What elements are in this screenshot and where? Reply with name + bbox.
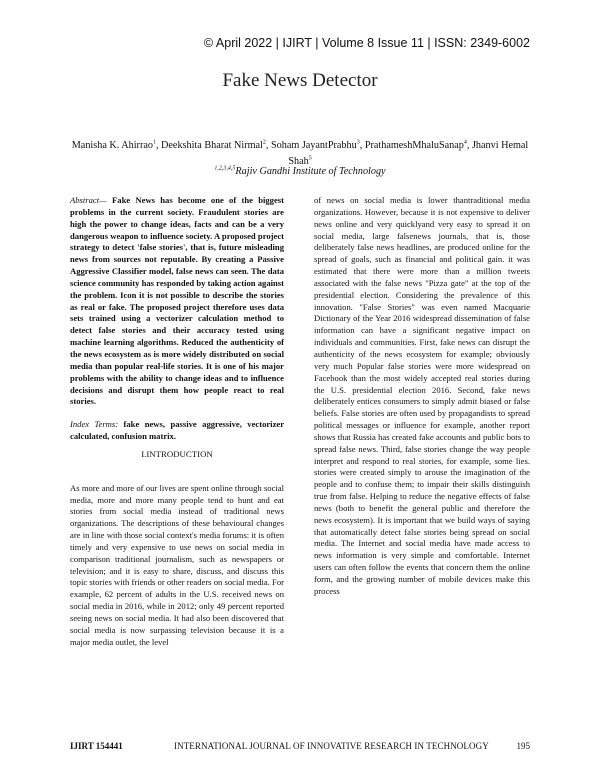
footer-page-number: 195 bbox=[516, 741, 530, 751]
journal-header: © April 2022 | IJIRT | Volume 8 Issue 11 | ISSN: 2349-6002 bbox=[203, 36, 530, 50]
author-list: Manisha K. Ahirrao$^1$, Deekshita Bharat Nirmal$^2$, Soham JayantPrabhu$^3$, PrathameshMhaluSanap$^4$, Jhanvi Hemal Shah$^5$ bbox=[71, 139, 529, 167]
index-terms-body: fake news, passive aggressive, vectorizer calculated, confusion matrix. bbox=[70, 419, 285, 442]
author-superscript: 5 bbox=[308, 155, 312, 162]
abstract bbox=[70, 195, 284, 408]
affiliation-name: Rajiv Gandhi Institute of Technology bbox=[235, 166, 386, 177]
section-heading: I.INTRODUCTION bbox=[141, 448, 213, 459]
body-paragraph: of news on social media is lower thantraditional media organizations. However, because it is not expensive to deliver news online and very quicklyand very easy to spread it on social media, large falsenews journals, that is, those deliberately false news headlines, are produced online for the spread of goals, such as financial and political gain. it was estimated that there were more than a million tweets associated with the false news "Pizza gate" at the top of the presidential election. Considering the prevalence of this innovation. "False Stories" was even named Macquarie Dictionary of the Year 2016 widespread dissemination of false information can have a significant negative impact on individuals and communities. First, fake news can disrupt the authenticity of the news ecosystem for example; obviously very much Popular false stories were more widespread on Facebook than the most widely accepted real stories during the U.S. presidential election 2016. Second, fake news deliberately entices consumers to simply admit biased or false beliefs. False stories are often used by propagandists to spread political messages or influence for example, another report shows that Russia has created fake accounts and public bots to spread false news. Third, false stories change the way people interpret and respond to real stories, for example, some lies. stories were created simply to arouse the imagination of the people and to confuse them; to impair their skills distinguish true from false. Helping to reduce the negative effects of false news (both to benefit the general public and therefore the news ecosystem). It is important that we build ways of saying that automatically detect false stories being spread on social media. The Internet and social media have made access to news information is very simple and comfortable. Internet users can often follow the events that concern them the online form, and the growing number of mobile devices make this process bbox=[314, 195, 530, 596]
index-terms bbox=[70, 419, 284, 443]
author-superscript: 4 bbox=[463, 139, 467, 146]
footer-journal-id: IJIRT 154441 bbox=[70, 741, 123, 751]
author-superscript: 3 bbox=[356, 139, 360, 146]
abstract-lead: Abstract— bbox=[70, 195, 107, 205]
affiliation bbox=[70, 166, 530, 177]
paper-title: Fake News Detector bbox=[222, 70, 378, 91]
left-column bbox=[70, 195, 284, 649]
author-superscript: 2 bbox=[262, 139, 266, 146]
footer-journal-name: INTERNATIONAL JOURNAL OF INNOVATIVE RESEARCH IN TECHNOLOGY bbox=[174, 741, 489, 751]
author-name: Jhanvi Hemal Shah bbox=[288, 140, 529, 167]
author-superscript: 1 bbox=[152, 139, 156, 146]
affiliation-superscript: 1,2,3,4,5 bbox=[214, 165, 236, 172]
intro-paragraph: As more and more of our lives are spent online through social media, more and more many people tend to hunt and eat stories from social media instead of traditional news organizations. The descriptions of these behavioural changes are in line with those social context's media forums: it is often timely and very expensive to use news on social media in comparison traditional journalism, such as newspapers or television; and it is easy to share, discuss, and discuss this topic stories with friends or other readers on social media. For example, 62 percent of adults in the U.S. received news on social media in 2016, while in 2012; only 49 percent reported seeing news on social media. It had also been discovered that social media is now surpassing television because it is a major media outlet, the level bbox=[70, 482, 284, 647]
abstract-body: Fake News has become one of the biggest problems in the current society. Fraudulent stories are high the power to change ideas, facts and can be a very dangerous weapon to influence society. A proposed project strategy to detect 'false stories', that is, future misleading news from sources not reputable. By creating a Passive Aggressive Classifier model, false news can seen. The data science community has responded by taking action against the problem. Icon it is not possible to describe the stories as real or fake. The proposed project therefore uses data sets trained using a vectorizer calculation method to detect false stories and their accuracy tested using machine learning algorithms. Reduced the authenticity of the news ecosystem as is more widely distributed on social media than popular real-life stories. It is one of his major problems with the ability to change ideas and to influence decisions and disrupt them how people react to real stories. bbox=[70, 195, 284, 407]
author-name: Manisha K. Ahirrao bbox=[71, 140, 153, 151]
author-name: Deekshita Bharat Nirmal bbox=[161, 140, 263, 151]
author-name: Soham JayantPrabhu bbox=[270, 140, 357, 151]
index-terms-lead: Index Terms: bbox=[70, 419, 119, 430]
right-column bbox=[314, 195, 530, 598]
author-name: PrathameshMhaluSanap bbox=[364, 140, 464, 151]
